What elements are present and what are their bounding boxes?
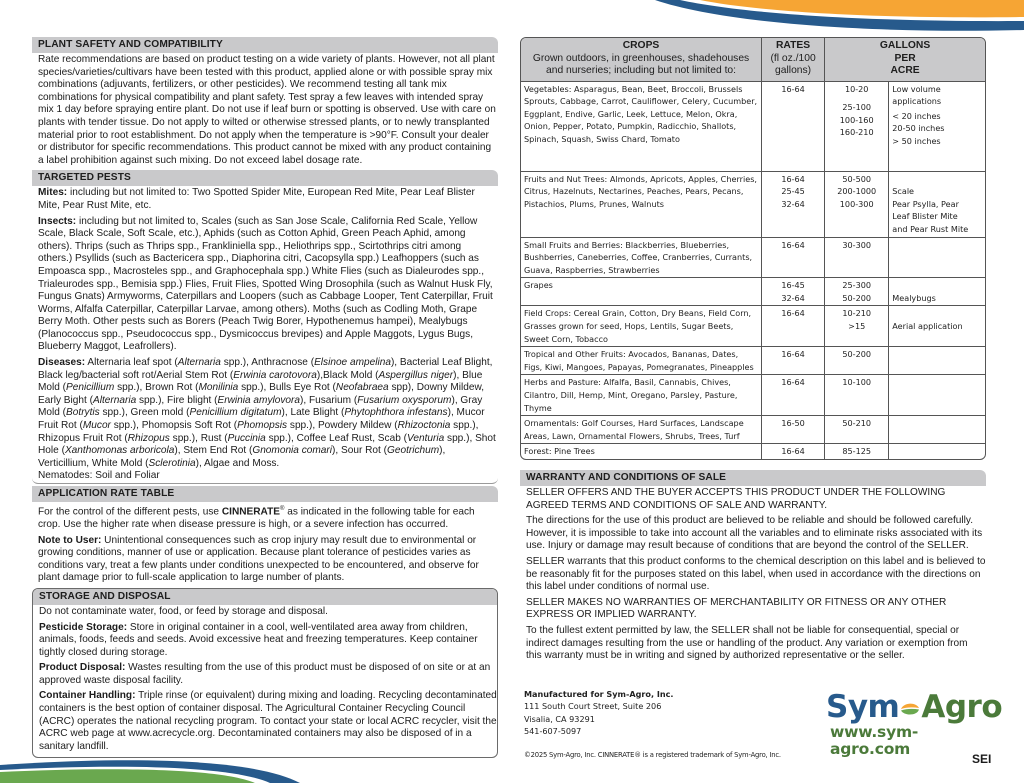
gallons-value: 100-300 xyxy=(839,198,874,209)
scientific-name: Erwinia amylovora xyxy=(217,394,300,406)
scientific-name: Alternaria xyxy=(92,394,137,406)
rate-value: 16-64 xyxy=(781,239,805,250)
notes-cell xyxy=(889,81,985,171)
warranty-paragraph: SELLER warrants that this product conforms to the chemical description on this label and is believed to be reasonably fit for the purposes stated on this label, when used in accordance with the directions on this label under conditions of normal use. xyxy=(526,555,986,593)
notes-cell xyxy=(889,306,985,347)
rate-value: 16-64 xyxy=(781,308,805,319)
rates-header-subtitle: (fl oz./100 gallons) xyxy=(770,52,816,76)
rate-cell xyxy=(762,237,825,278)
pesticide-storage-text: Store in original container in a cool, well-ventilated area away from children, animals, foods, feeds and seeds. Avoid excessive heat and freezing temperatures. Keep container tightly closed during storage. xyxy=(39,621,478,658)
scientific-name: Sclerotinia xyxy=(148,457,196,469)
gallons-value: 10-20 xyxy=(844,83,869,94)
scientific-name: Puccinia xyxy=(227,432,266,444)
scientific-name: Mucor xyxy=(82,420,111,432)
rates-column-header xyxy=(762,38,825,81)
crop-cell: Ornamentals: Golf Courses, Hard Surfaces, Landscape Areas, Lawn, Ornamental Flowers, Shrubs, Trees, Turf xyxy=(521,416,762,444)
gallons-value: 50-200 xyxy=(842,349,872,360)
scientific-name: Geotrichum xyxy=(386,445,440,457)
gallons-value: 200-1000 xyxy=(837,186,877,197)
note-value xyxy=(892,279,982,292)
scientific-name: Erwinia carotovora xyxy=(233,369,317,381)
note-value: Leaf Blister Mite xyxy=(892,211,958,222)
gallons-value: 50-200 xyxy=(842,292,872,303)
application-rate-intro xyxy=(38,503,498,532)
note-value: < 20 inches xyxy=(892,110,941,121)
disease-text: spp.), Rust ( xyxy=(169,432,228,444)
disease-text: ),Black Mold ( xyxy=(316,369,379,381)
rate-value: 16-64 xyxy=(781,446,805,457)
disease-text: spp.), Fire blight ( xyxy=(136,394,218,406)
crop-cell: Small Fruits and Berries: Blackberries, Blueberries, Bushberries, Caneberries, Coffee, Cranberries, Currants, Guava, Raspberries, Strawberries xyxy=(521,237,762,278)
diseases-label: Diseases: xyxy=(38,357,86,369)
rates-header-title: RATES xyxy=(776,40,811,51)
insects-text: including but not limited to, Scales (such as San Jose Scale, California Red Scale, Yellow Scale, Black Scale, Soft Scale, etc.), Aphids (such as Cotton Aphid, Green Peach Aphid, among others). Thrips (such as Thrips spp., Frankliniella spp., Heliothrips spp., Scirtothrips citri among others.) Psyllids (such as Bactericera spp., Diaphorina citri, Cacopsylla spp.) Leafhoppers (such as Empoasca spp., Macrosteles spp., and Graphocephala spp.) White Flies (such as Dialeurodes spp., Trialeurodes spp., Bemisia spp.) Flies, Fruit Flies, Spotted Wing Drosophila (such as Walnut Husk Fly, Fungus Gnats) Armyworms, Caterpillars and Loopers (such as Cabbage Looper, Tent Caterpillar, Fruit Worms, Alfalfa Caterpillar, Caterpillar Larvae, among others). Moths (such as Codling Moth, Grape Berry Moth. Other pests such as Borers (Peach Twig Borer, Hypothenemus hampei), Mealybugs (Planococcus spp., Pseudococcus spp., Dysmicoccus brevipes) and Apple Maggots, Lygus Bugs, Blueberry Maggot, Leafrollers). xyxy=(38,215,493,353)
notes-cell xyxy=(889,278,985,306)
rate-value: 16-45 xyxy=(781,280,805,291)
intro-pre: For the control of the different pests, use xyxy=(38,506,222,518)
note-value: Mealybugs xyxy=(892,292,936,303)
rate-value: 16-64 xyxy=(781,173,805,184)
scientific-name: Gnomonia comari xyxy=(252,445,333,457)
crops-column-header xyxy=(521,38,762,81)
crop-cell: Herbs and Pasture: Alfalfa, Basil, Cannabis, Chives, Cilantro, Dill, Hemp, Mint, Oregano, Parsley, Pasture, Thyme xyxy=(521,375,762,416)
warranty-paragraph: SELLER OFFERS AND THE BUYER ACCEPTS THIS PRODUCT UNDER THE FOLLOWING AGREED TERMS AND CONDITIONS OF SALE AND WARRANTY. xyxy=(526,487,946,511)
gallons-value: 85-125 xyxy=(842,446,872,457)
disease-text: spp.), Bulls Eye Rot ( xyxy=(238,382,336,394)
warranty-title: WARRANTY AND CONDITIONS OF SALE xyxy=(520,470,986,486)
manufacturer-info xyxy=(524,688,673,738)
disease-text: ), Bacterial Leaf Blight, Black leg/bacterial soft rot/Aerial Stem Rot ( xyxy=(38,357,493,381)
application-rate-title: APPLICATION RATE TABLE xyxy=(32,486,498,502)
targeted-pests-section xyxy=(32,170,498,484)
storage-disposal-section xyxy=(32,588,498,759)
gallons-value: 50-500 xyxy=(842,173,872,184)
product-disposal xyxy=(39,662,497,687)
crop-cell: Vegetables: Asparagus, Bean, Beet, Broccoli, Brussels Sprouts, Cabbage, Carrot, Cauliflower, Celery, Cucumber, Eggplant, Endive, Garlic, Leek, Lettuce, Melon, Okra, Onion, Pepper, Potato, Pumpkin, Radicchio, Shallots, Spinach, Squash, Swiss Chard, Tomato xyxy=(521,81,762,171)
diseases-paragraph xyxy=(38,357,498,470)
gallons-value: 10-100 xyxy=(842,377,872,388)
storage-title: STORAGE AND DISPOSAL xyxy=(33,589,497,605)
gallons-value: 30-300 xyxy=(842,239,872,250)
mites-text: including but not limited to: Two Spotted Spider Mite, European Red Mite, Pear Leaf Blister Mite, Pear Rust Mite, etc. xyxy=(38,187,475,211)
container-handling-text: Triple rinse (or equivalent) during mixing and loading. Recycling decontaminated containers is the best option of container disposal. The Agricultural Container Recycling Council (ACRC) operates the national recycling program. To contact your state or local ACRC recycler, visit the ACRC web page at www.acrecycle.org. Decontaminated containers may also be disposed of in a sanitary landfill. xyxy=(39,690,497,752)
table-row xyxy=(521,375,985,416)
disease-text: ), Verticillium, White Mold ( xyxy=(38,445,446,469)
registered-mark: ® xyxy=(280,506,285,512)
note-value: Scale xyxy=(892,186,915,197)
warranty-paragraph: SELLER MAKES NO WARRANTIES OF MERCHANTABILITY OR FITNESS OR ANY OTHER EXPRESS OR IMPLIED WARRANTY. xyxy=(526,596,947,621)
gallons-cell xyxy=(825,278,889,306)
scientific-name: Elsinoe ampelina xyxy=(314,357,391,369)
product-name: CINNERATE xyxy=(221,506,280,518)
gallons-column-header xyxy=(825,38,985,81)
table-row xyxy=(521,347,985,375)
gallons-cell xyxy=(825,171,889,237)
right-column xyxy=(520,37,986,666)
manufacturer-city: Visalia, CA 93291 xyxy=(524,713,595,724)
warranty-paragraph: The directions for the use of this product are believed to be reliable and should be followed carefully. However, it is impossible to take into account all the variables and to eliminate risks associated with its use. Injury or damage may result because of conditions that are beyond the control of the SELLER. xyxy=(526,515,983,552)
table-row xyxy=(521,416,985,444)
crop-cell: Fruits and Nut Trees: Almonds, Apricots, Apples, Cherries, Citrus, Hazelnuts, Nectarines, Peaches, Pears, Pecans, Pistachios, Plums, Prunes, Walnuts xyxy=(521,171,762,237)
notes-cell xyxy=(889,171,985,237)
product-disposal-label: Product Disposal: xyxy=(39,662,126,674)
scientific-name: Monilinia xyxy=(198,382,239,394)
table-row xyxy=(521,444,985,459)
scientific-name: Fusarium oxysporum xyxy=(357,394,452,406)
disease-text: ), Blue Mold ( xyxy=(38,369,483,394)
crop-cell: Field Crops: Cereal Grain, Cotton, Dry Beans, Field Corn, Grasses grown for seed, Hops, Lentils, Sugar Beets, Sweet Corn, Tobacco xyxy=(521,306,762,347)
rate-cell xyxy=(762,171,825,237)
scientific-name: Aspergillus niger xyxy=(378,369,454,381)
crop-cell: Tropical and Other Fruits: Avocados, Bananas, Dates, Figs, Kiwi, Mangoes, Papayas, Pomegranates, Pineapples xyxy=(521,347,762,375)
pesticide-storage-label: Pesticide Storage: xyxy=(39,621,128,633)
rate-cell xyxy=(762,306,825,347)
disease-text: ), Gray Mold ( xyxy=(38,394,483,419)
rate-cell xyxy=(762,416,825,444)
note-value: > 50 inches xyxy=(892,135,941,146)
warranty-paragraph: To the fullest extent permitted by law, the SELLER shall not be liable for consequential, special or indirect damages resulting from the use or handling of the product. Any variation or exemption from this warranty must be in writing and signed by authorized representative or the seller. xyxy=(526,624,968,662)
table-row xyxy=(521,81,985,171)
sym-agro-logo xyxy=(826,689,1003,758)
scientific-name: Botrytis xyxy=(66,407,100,419)
warranty-section xyxy=(520,470,986,663)
scientific-name: Phytophthora infestans xyxy=(344,407,448,419)
scientific-name: Rhizopus xyxy=(127,432,170,444)
gallons-cell xyxy=(825,81,889,171)
rate-value: 25-45 xyxy=(781,186,805,197)
note-value: and Pear Rust Mite xyxy=(892,223,969,234)
note-value: 20-50 inches xyxy=(892,123,945,134)
gallons-value: 25-300 xyxy=(842,280,872,291)
logo-wordmark xyxy=(826,689,1003,725)
pesticide-storage xyxy=(39,622,497,660)
logo-sym: Sym xyxy=(826,689,900,725)
container-handling xyxy=(39,690,497,753)
scientific-name: Neofabraea xyxy=(335,382,389,394)
sun-field-icon xyxy=(900,701,920,717)
scientific-name: Venturia xyxy=(406,432,445,444)
gallons-cell xyxy=(825,347,889,375)
diseases-text xyxy=(38,357,496,469)
disease-text: spp.), Shot Hole ( xyxy=(38,432,496,457)
application-rate-section xyxy=(32,486,498,585)
footer-swoosh-decoration xyxy=(0,755,420,783)
storage-intro: Do not contaminate water, food, or feed by storage and disposal. xyxy=(39,605,328,617)
scientific-name: Xanthomonas arboricola xyxy=(64,445,175,457)
disease-text: spp.), Green mold ( xyxy=(99,407,190,419)
note-value: applications xyxy=(892,96,942,107)
left-column xyxy=(32,37,498,758)
scientific-name: Phomopsis xyxy=(237,420,288,432)
disease-text: ), Algae and Moss. xyxy=(195,457,280,469)
table-row xyxy=(521,237,985,278)
mites-label: Mites: xyxy=(38,187,68,199)
crop-cell: Grapes xyxy=(521,278,762,306)
rate-value: 16-64 xyxy=(781,377,805,388)
disease-text: ), Late Blight ( xyxy=(281,407,345,419)
gallons-header-title: GALLONS xyxy=(879,40,931,51)
scientific-name: Penicillium digitatum xyxy=(189,407,282,419)
plant-safety-text: Rate recommendations are based on product testing on a wide variety of plants. However, not all plant species/varieties/cultivars have been tested with this product, applied alone or with possible spray mix combinations (adjuvants, fertilizers, or other pesticides). We recommend testing all tank mix combinations for physical compatibility and plant safety. Test spray a few leaves with intended spray mix 1 day before spraying entire plant. Do not use if leaf burn or spotting is observed. Use with care on plants with tender tissue. Do not apply to wilted or otherwise stressed plants, or to newly transplanted material prior to root establishment. Do not apply when the temperature is >90°F. Consult your dealer or distributor for specific recommendations. This product cannot be mixed with any product containing a label prohibition against such mixing. Do not exceed label dosage rate. xyxy=(38,54,496,166)
disease-text: spp.), Rhizopus Fruit Rot ( xyxy=(38,420,479,444)
crops-header-subtitle: Grown outdoors, in greenhouses, shadehouses and nurseries; including but not limited to: xyxy=(532,52,750,76)
scientific-name: Rhizoctonia xyxy=(397,420,451,432)
disease-text: Alternaria leaf spot ( xyxy=(85,357,178,369)
header-swoosh-decoration xyxy=(0,0,1024,40)
website-link[interactable]: www.sym-agro.com xyxy=(830,723,919,758)
note-value: Low volume xyxy=(892,83,941,94)
logo-agro: Agro xyxy=(921,689,1003,725)
gallons-cell xyxy=(825,237,889,278)
gallons-value: >15 xyxy=(848,321,866,332)
note-value xyxy=(892,173,982,186)
label-code: SEI xyxy=(972,752,992,766)
targeted-pests-title: TARGETED PESTS xyxy=(32,170,498,186)
table-row xyxy=(521,278,985,306)
rate-value: 32-64 xyxy=(781,292,805,303)
disease-text: ), Sour Rot ( xyxy=(332,445,387,457)
table-row xyxy=(521,306,985,347)
plant-safety-title: PLANT SAFETY AND COMPATIBILITY xyxy=(32,37,498,53)
scientific-name: Penicillium xyxy=(66,382,115,394)
manufacturer-street: 111 South Court Street, Suite 206 xyxy=(524,701,662,712)
disease-text: spp.), Anthracnose ( xyxy=(220,357,315,369)
rate-cell xyxy=(762,81,825,171)
manufacturer-phone: 541-607-5097 xyxy=(524,726,582,737)
copyright-notice: ©2025 Sym-Agro, Inc. CINNERATE® is a registered trademark of Sym-Agro, Inc. xyxy=(524,751,781,759)
gallons-cell xyxy=(825,306,889,347)
gallons-header-acre: ACRE xyxy=(890,65,920,76)
crop-cell: Forest: Pine Trees xyxy=(521,444,762,459)
mites-paragraph xyxy=(38,187,498,212)
notes-cell xyxy=(889,237,985,278)
disease-text: ), Mucor Fruit Rot ( xyxy=(38,407,485,432)
gallons-value: 10-210 xyxy=(842,308,872,319)
gallons-cell xyxy=(825,375,889,416)
crop-table-body xyxy=(521,81,985,459)
scientific-name: Alternaria xyxy=(177,357,221,369)
rate-value: 32-64 xyxy=(781,198,805,209)
disease-text: spp.), Coffee Leaf Rust, Scab ( xyxy=(265,432,407,444)
table-row xyxy=(521,171,985,237)
rate-cell xyxy=(762,278,825,306)
rate-cell xyxy=(762,347,825,375)
insects-paragraph xyxy=(38,216,498,355)
crops-header-title: CROPS xyxy=(622,40,660,51)
container-handling-label: Container Handling: xyxy=(39,690,136,702)
plant-safety-section xyxy=(32,37,498,167)
product-disposal-text: Wastes resulting from the use of this product must be disposed of on site or at an approved waste disposal facility. xyxy=(39,662,491,686)
nematodes-text: Nematodes: Soil and Foliar xyxy=(38,470,160,482)
gallons-value: 100-160 xyxy=(839,114,874,125)
note-value: Aerial application xyxy=(892,321,963,332)
rate-value: 16-64 xyxy=(781,83,805,94)
note-text: Unintentional consequences such as crop injury may result due to environmental or growing conditions, manner of use or application. Because plant tolerance of pesticides varies as conditions vary, treat a few plants under conditions unexpected to be encountered, and observe for plant damage prior to full-scale application to large number of plants. xyxy=(38,534,479,584)
disease-text: spp.), Phomopsis Soft Rot ( xyxy=(110,420,238,432)
note-label: Note to User: xyxy=(38,534,102,546)
rate-cell xyxy=(762,444,825,459)
gallons-value: 25-100 xyxy=(842,102,872,113)
disease-text: spp.), Powdery Mildew ( xyxy=(287,420,398,432)
gallons-value: 50-210 xyxy=(842,418,872,429)
note-to-user xyxy=(38,535,498,585)
rate-value: 16-50 xyxy=(781,418,805,429)
gallons-cell xyxy=(825,416,889,444)
notes-cell xyxy=(889,444,985,459)
disease-text: spp), Downy Mildew, Early Bight ( xyxy=(38,382,485,406)
disease-text: ), Fusarium ( xyxy=(300,394,358,406)
rate-value: 16-64 xyxy=(781,349,805,360)
notes-cell xyxy=(889,416,985,444)
manufacturer-name: Manufactured for Sym-Agro, Inc. xyxy=(524,689,674,699)
gallons-header-per: PER xyxy=(894,52,916,64)
disease-text: ), Stem End Rot ( xyxy=(174,445,253,457)
disease-text: spp.), Brown Rot ( xyxy=(114,382,199,394)
notes-cell xyxy=(889,347,985,375)
rate-cell xyxy=(762,375,825,416)
gallons-value: 160-210 xyxy=(839,127,874,138)
table-header-row xyxy=(521,38,985,81)
note-value: Pear Psylla, Pear xyxy=(892,198,959,209)
gallons-cell xyxy=(825,444,889,459)
note-value xyxy=(892,307,982,320)
crop-rate-table xyxy=(520,37,986,460)
notes-cell xyxy=(889,375,985,416)
insects-label: Insects: xyxy=(38,215,77,227)
intro-post: as indicated in the following table for each crop. Use the higher rate when disease pressure is high, or a severe infection has occurred. xyxy=(38,506,475,530)
